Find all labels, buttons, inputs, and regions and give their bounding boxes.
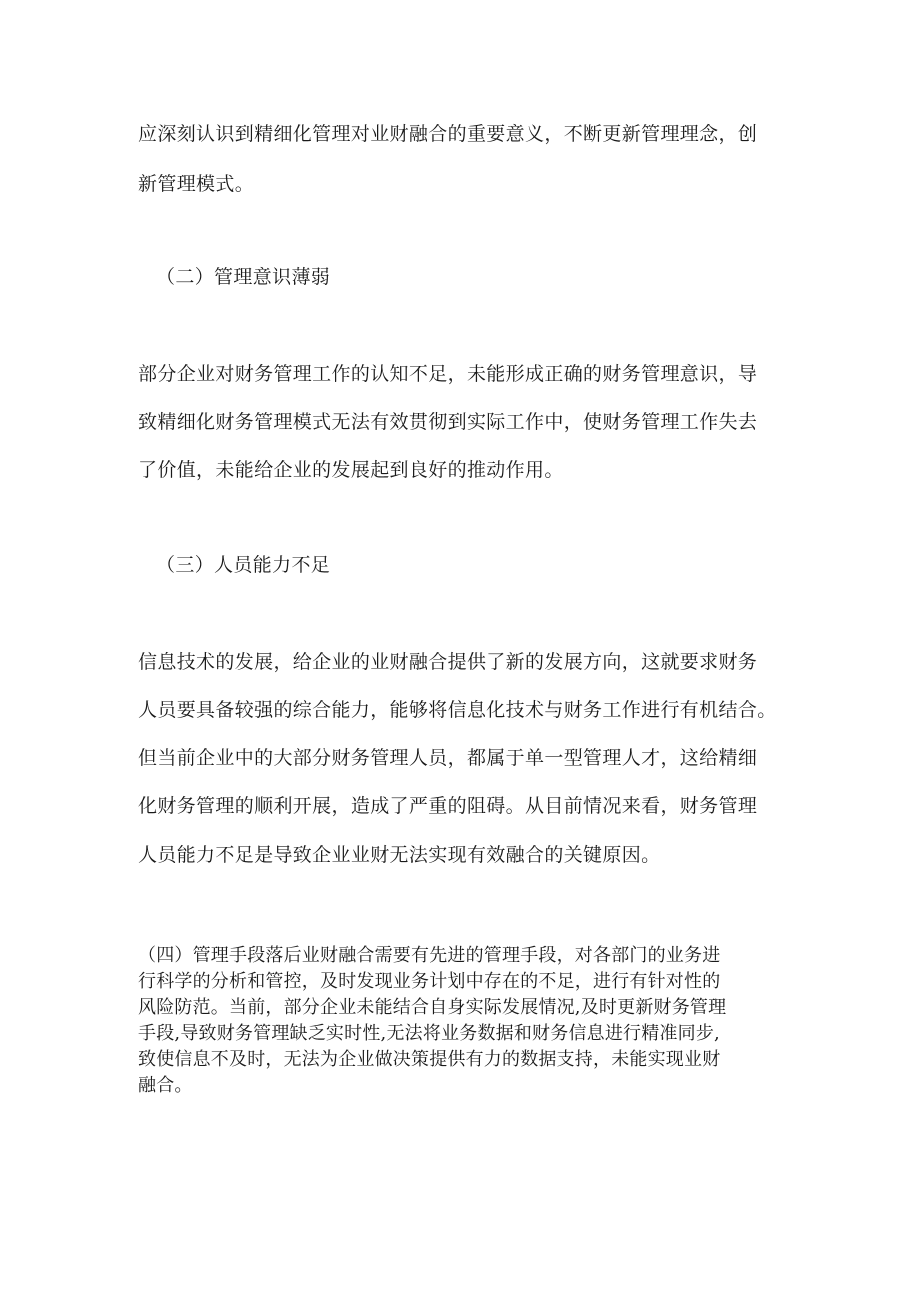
paragraph-4-line-6: 融合。 — [138, 1075, 193, 1096]
paragraph-4-line-4: 手段,导致财务管理缺乏实时性,无法将业务数据和财务信息进行精准同步, — [138, 1023, 720, 1044]
paragraph-4-line-2: 行科学的分析和管控，及时发现业务计划中存在的不足，进行有针对性的 — [138, 971, 721, 992]
paragraph-3-line-4: 化财务管理的顺利开展，造成了严重的阻碍。从目前情况来看，财务管理 — [138, 795, 758, 817]
paragraph-1-line-2: 新管理模式。 — [138, 173, 255, 195]
section-heading-2: （二）管理意识薄弱 — [156, 266, 331, 288]
paragraph-2-line-1: 部分企业对财务管理工作的认知不足，未能形成正确的财务管理意识，导 — [138, 363, 758, 385]
paragraph-4-line-3: 风险防范。当前，部分企业未能结合自身实际发展情况,及时更新财务管理 — [138, 997, 727, 1018]
paragraph-3-line-2: 人员要具备较强的综合能力，能够将信息化技术与财务工作进行有机结合。 — [138, 699, 777, 721]
paragraph-1-line-1: 应深刻认识到精细化管理对业财融合的重要意义，不断更新管理理念，创 — [138, 123, 758, 145]
paragraph-3-line-1: 信息技术的发展，给企业的业财融合提供了新的发展方向，这就要求财务 — [138, 651, 758, 673]
paragraph-3-line-5: 人员能力不足是导致企业业财无法实现有效融合的关键原因。 — [138, 844, 661, 866]
paragraph-4-line-5: 致使信息不及时，无法为企业做决策提供有力的数据支持，未能实现业财 — [138, 1049, 721, 1070]
paragraph-4-line-1: （四）管理手段落后业财融合需要有先进的管理手段，对各部门的业务进 — [138, 945, 721, 966]
paragraph-2-line-3: 了价值，未能给企业的发展起到良好的推动作用。 — [138, 459, 564, 481]
paragraph-3-line-3: 但当前企业中的大部分财务管理人员，都属于单一型管理人才，这给精细 — [138, 747, 758, 769]
section-heading-3: （三）人员能力不足 — [156, 554, 331, 576]
paragraph-2-line-2: 致精细化财务管理模式无法有效贯彻到实际工作中，使财务管理工作失去 — [138, 411, 758, 433]
